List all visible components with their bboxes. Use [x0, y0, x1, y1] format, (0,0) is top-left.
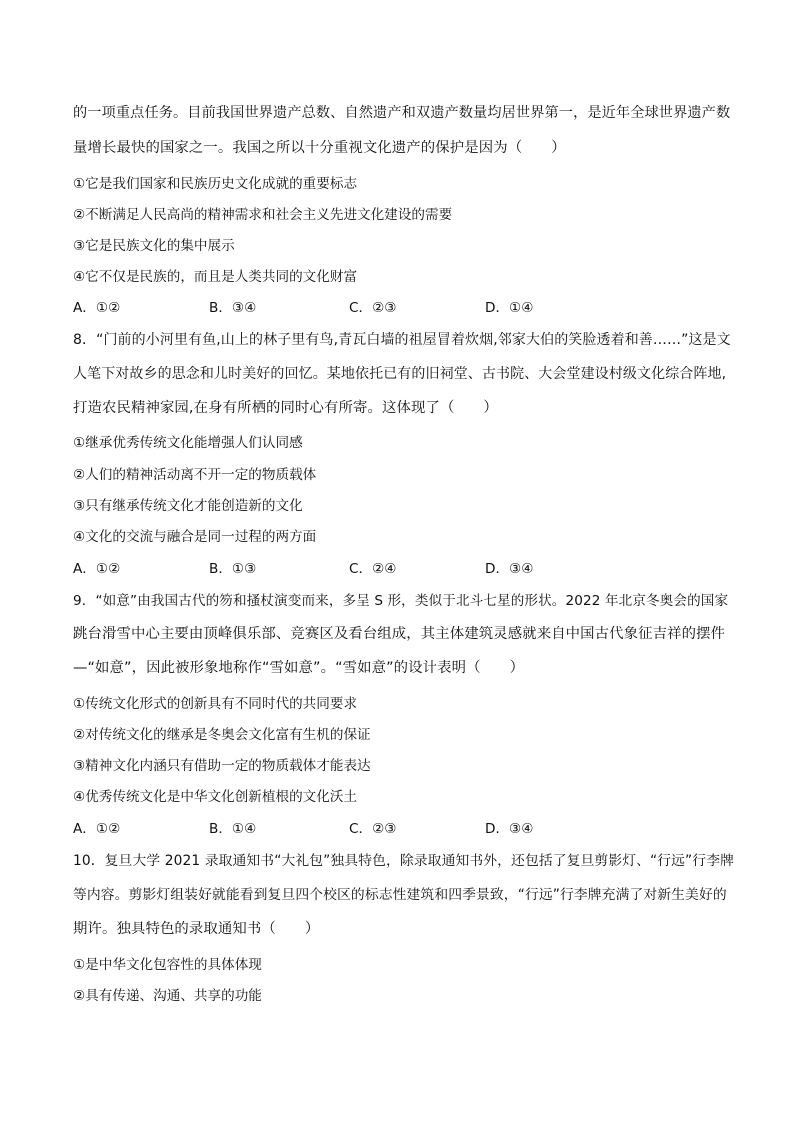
- q10-statement-2: ②具有传递、沟通、共享的功能: [73, 988, 262, 1004]
- q7-statement-3: ③它是民族文化的集中展示: [73, 238, 235, 254]
- q8-stem-line-1: 8．“门前的小河里有鱼,山上的林子里有鸟,青瓦白墙的祖屋冒着炊烟,邻家大伯的笑脸透着和善……”这是文: [73, 332, 731, 348]
- q7-option-a: A．①②: [73, 300, 121, 316]
- q8-option-c: C．②④: [349, 561, 397, 577]
- q7-statement-4: ④它不仅是民族的，而且是人类共同的文化财富: [73, 269, 358, 285]
- q7-stem-line-2: 量增长最快的国家之一。我国之所以十分重视文化遗产的保护是因为（ ）: [73, 140, 566, 156]
- q8-stem-line-2: 人笔下对故乡的思念和儿时美好的回忆。某地依托已有的旧祠堂、古书院、大会堂建设村级文化综合阵地,: [73, 366, 727, 382]
- q8-statement-4: ④文化的交流与融合是同一过程的两方面: [73, 529, 317, 545]
- q8-statement-1: ①继承优秀传统文化能增强人们认同感: [73, 435, 303, 451]
- q7-statement-2: ②不断满足人民高尚的精神需求和社会主义先进文化建设的需要: [73, 207, 453, 223]
- q8-statement-2: ②人们的精神活动离不开一定的物质载体: [73, 467, 317, 483]
- q9-stem-line-1: 9．“如意”由我国古代的笏和搔杖演变而来，多呈 S 形，类似于北斗七星的形状。2022 年北京冬奥会的国家: [73, 593, 729, 609]
- q7-option-d: D．①④: [485, 300, 534, 316]
- q9-option-d: D．③④: [485, 821, 534, 837]
- q7-option-b: B．③④: [209, 300, 257, 316]
- q10-stem-line-3: 期许。独具特色的录取通知书（ ）: [73, 921, 320, 937]
- q10-stem-line-2: 等内容。剪影灯组装好就能看到复旦四个校区的标志性建筑和四季景致，“行远”行李牌充满了对新生美好的: [73, 887, 727, 903]
- q10-stem-line-1: 10．复旦大学 2021 录取通知书“大礼包”独具特色，除录取通知书外，还包括了复旦剪影灯、“行远”行李牌: [73, 853, 734, 869]
- q9-stem-line-3: —“如意”，因此被形象地称作“雪如意”。“雪如意”的设计表明（ ）: [73, 660, 525, 676]
- q9-statement-2: ②对传统文化的继承是冬奥会文化富有生机的保证: [73, 727, 371, 743]
- q10-statement-1: ①是中华文化包容性的具体体现: [73, 957, 262, 973]
- q9-stem-line-2: 跳台滑雪中心主要由顶峰俱乐部、竞赛区及看台组成，其主体建筑灵感就来自中国古代象征吉祥的摆件: [73, 626, 726, 642]
- q9-option-c: C．②③: [349, 821, 397, 837]
- q7-stem-line-1: 的一项重点任务。目前我国世界遗产总数、自然遗产和双遗产数量均居世界第一，是近年全球世界遗产数: [73, 105, 731, 121]
- q8-option-a: A．①②: [73, 561, 121, 577]
- q7-option-c: C．②③: [349, 300, 397, 316]
- q9-option-b: B．①④: [209, 821, 257, 837]
- q8-stem-line-3: 打造农民精神家园,在身有所栖的同时心有所寄。这体现了（ ）: [73, 400, 498, 416]
- q9-statement-4: ④优秀传统文化是中华文化创新植根的文化沃土: [73, 789, 358, 805]
- q8-statement-3: ③只有继承传统文化才能创造新的文化: [73, 498, 303, 514]
- q8-option-b: B．①③: [209, 561, 257, 577]
- q9-option-a: A．①②: [73, 821, 121, 837]
- q9-statement-3: ③精神文化内涵只有借助一定的物质载体才能表达: [73, 758, 371, 774]
- q9-statement-1: ①传统文化形式的创新具有不同时代的共同要求: [73, 696, 358, 712]
- q8-option-d: D．③④: [485, 561, 534, 577]
- q7-statement-1: ①它是我们国家和民族历史文化成就的重要标志: [73, 176, 358, 192]
